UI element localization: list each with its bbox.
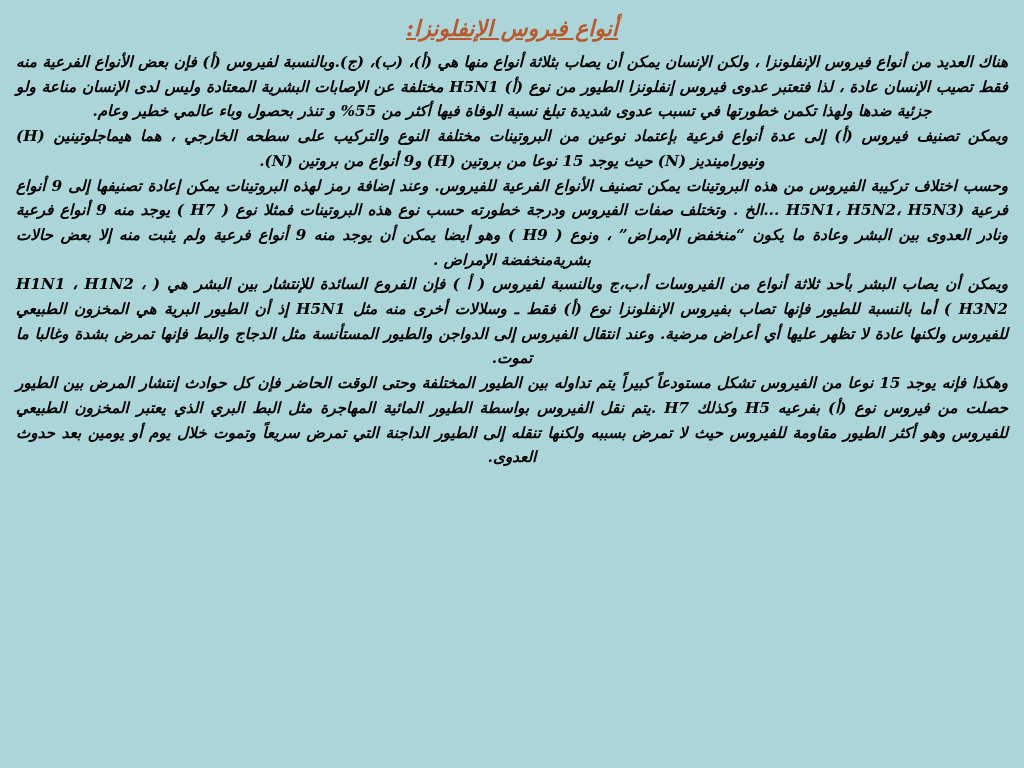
paragraph-3: وحسب اختلاف تركيبة الفيروس من هذه البروتينات يمكن تصنيف الأنواع الفرعية للفيروس. وعند إضافة رمز لهذه البروتينات يمكن إعادة تصنيفها إلى 9 أنواع فرعية (H5N1، H5N2، H5N3 ...الخ . وتختلف صفات الفيروس ودرجة خطورته حسب نوع هذه البروتينات فمثلا نوع ( H7 ) يوجد منه 9 أنواع فرعية ونادر العدوى بين البشر وعادة ما يكون “منخفض الإمراض” ، ونوع ( H9 ) وهو أيضا يمكن أن يوجد منه 9 أنواع فرعية ولم يثبت منه إلا بعض حالات بشريةمنخفضة الإمراض . — [16, 176, 1009, 269]
page-title: أنواع فيروس الإنفلونزا: — [406, 16, 618, 42]
body-text — [16, 50, 1008, 470]
paragraph-5: وهكذا فإنه يوجد 15 نوعا من الفيروس تشكل مستودعاً كبيراً يتم تداوله بين الطيور المختلفة وحتى الوقت الحاضر فإن كل حوادث إنتشار المرض بين الطيور حصلت من فيروس نوع (أ) بفرعيه H5 وكذلك H7 .يتم نقل الفيروس بواسطة الطيور المائية المهاجرة مثل البط البري الذي يعتبر المخزون الطبيعي للفيروس وهو أكثر الطيور مقاومة للفيروس حيث لا تمرض بسببه ولكنها تنقله إلى الطيور الداجنة التي تمرض سريعاً وتموت خلال يوم أو يومين بعد حدوث العدوى. — [16, 374, 1009, 467]
paragraph-1: هناك العديد من أنواع فيروس الإنفلونزا ، ولكن الإنسان يمكن أن يصاب بثلاثة أنواع منها هي (أ)، (ب)، (ج).وبالنسبة لفيروس (أ) فإن بعض الأنواع الفرعية منه فقط تصيب الإنسان عادة ، لذا فتعتبر عدوى فيروس إنفلونزا الطيور من نوع (أ) H5N1 مختلفة عن الإصابات البشرية المعتادة وليس لدى الإنسان مناعة ولو جزئية ضدها ولهذا تكمن خطورتها في تسبب عدوى شديدة تبلغ نسبة الوفاة فيها أكثر من 55% و تنذر بحصول وباء عالمي خطير وعام. — [16, 53, 1008, 121]
paragraph-4: ويمكن أن يصاب البشر بأحد ثلاثة أنواع من الفيروسات أ،ب،ج وبالنسبة لفيروس ( أ ) فإن الفروع السائدة للإنتشار بين البشر هي ( H1N1 ، H1N2 ، H3N2 ) أما بالنسبة للطيور فإنها تصاب بفيروس الإنفلونزا نوع (أ) فقط ـ وسلالات أخرى منه مثل H5N1 إذ أن الطيور البرية هي المخزون الطبيعي للفيروس ولكنها عادة لا تظهر عليها أي أعراض مرضية. وعند انتقال الفيروس إلى الدواجن والطيور المستأنسة مثل الدجاج والبط فإنها تمرض بشدة وغالبا ما تموت. — [16, 275, 1008, 368]
paragraph-2: ويمكن تصنيف فيروس (أ) إلى عدة أنواع فرعية بإعتماد نوعين من البروتينات مختلفة النوع والتركيب على سطحه الخارجي ، هما هيماجلوتينين (H) ونيورامينديز (N) حيث يوجد 15 نوعا من بروتين (H) و9 أنواع من بروتين (N). — [16, 127, 1008, 170]
